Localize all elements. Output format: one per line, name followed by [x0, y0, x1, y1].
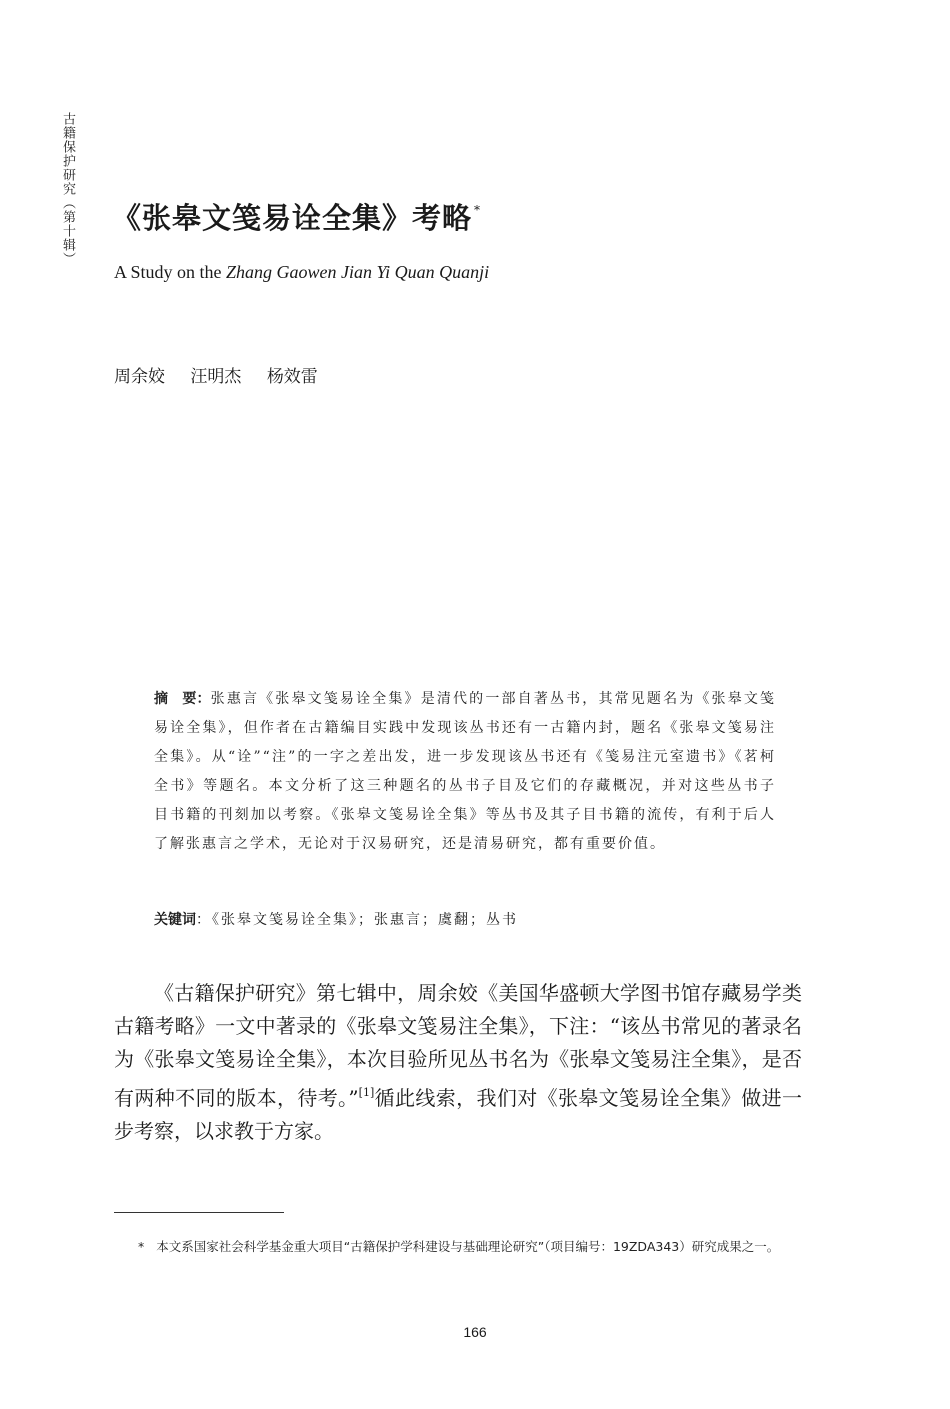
article-title-text: 《张皋文笺易诠全集》考略 — [112, 201, 473, 235]
subtitle-prefix: A Study on the — [114, 262, 227, 282]
author-name: 周余姣 — [114, 367, 165, 387]
keywords-text: 《张皋文笺易诠全集》；张惠言；虞翻；丛书 — [212, 912, 518, 928]
abstract-separator: ： — [196, 691, 211, 707]
footnote — [114, 1236, 802, 1257]
article-title — [112, 196, 481, 237]
subtitle-italic: Zhang Gaowen Jian Yi Quan Quanji — [226, 262, 490, 282]
author-name: 杨效雷 — [266, 367, 318, 387]
citation-ref[interactable]: [1] — [358, 1086, 375, 1099]
body-text-before-ref: 《古籍保护研究》第七辑中，周余姣《美国华盛顿大学图书馆存藏易学类古籍考略》一文中著录的《张皋文笺易注全集》，下注：“该丛书常见的著录名为《张皋文笺易诠全集》，本次目验所见丛书名为《张皋文笺易注全集》，是否有两种不同的版本，待考。” — [114, 981, 802, 1110]
keywords — [154, 909, 518, 929]
footnote-text: 本文系国家社会科学基金重大项目“古籍保护学科建设与基础理论研究”（项目编号：19ZDA343）研究成果之一。 — [156, 1239, 780, 1254]
body-text-after-ref: 循此线索，我们对《张皋文笺易诠全集》做进一步考察，以求教于方家。 — [114, 1086, 802, 1143]
page-number: 166 — [463, 1324, 487, 1340]
author-name: 汪明杰 — [190, 367, 242, 387]
footnote-marker: * — [138, 1239, 145, 1254]
running-header: 古籍保护研究（第十辑） — [60, 112, 75, 266]
footnote-divider — [114, 1212, 284, 1213]
keywords-label: 关键词 — [154, 912, 196, 928]
title-footnote-marker: * — [474, 203, 482, 217]
english-subtitle — [114, 262, 489, 283]
author-list — [114, 362, 338, 387]
body-paragraph — [114, 977, 802, 1148]
keywords-separator: ： — [196, 912, 212, 928]
abstract-text: 张惠言《张皋文笺易诠全集》是清代的一部自著丛书，其常见题名为《张皋文笺易诠全集》，但作者在古籍编目实践中发现该丛书还有一古籍内封，题名《张皋文笺易注全集》。从“诠”“注”的一字之差出发，进一步发现该丛书还有《笺易注元室遗书》《茗柯全书》等题名。本文分析了这三种题名的丛书子目及它们的存藏概况，并对这些丛书子目书籍的刊刻加以考察。《张皋文笺易诠全集》等丛书及其子目书籍的流传，有利于后人了解张惠言之学术，无论对于汉易研究，还是清易研究，都有重要价值。 — [154, 691, 777, 852]
abstract — [154, 685, 776, 859]
abstract-label: 摘 要 — [154, 691, 197, 707]
